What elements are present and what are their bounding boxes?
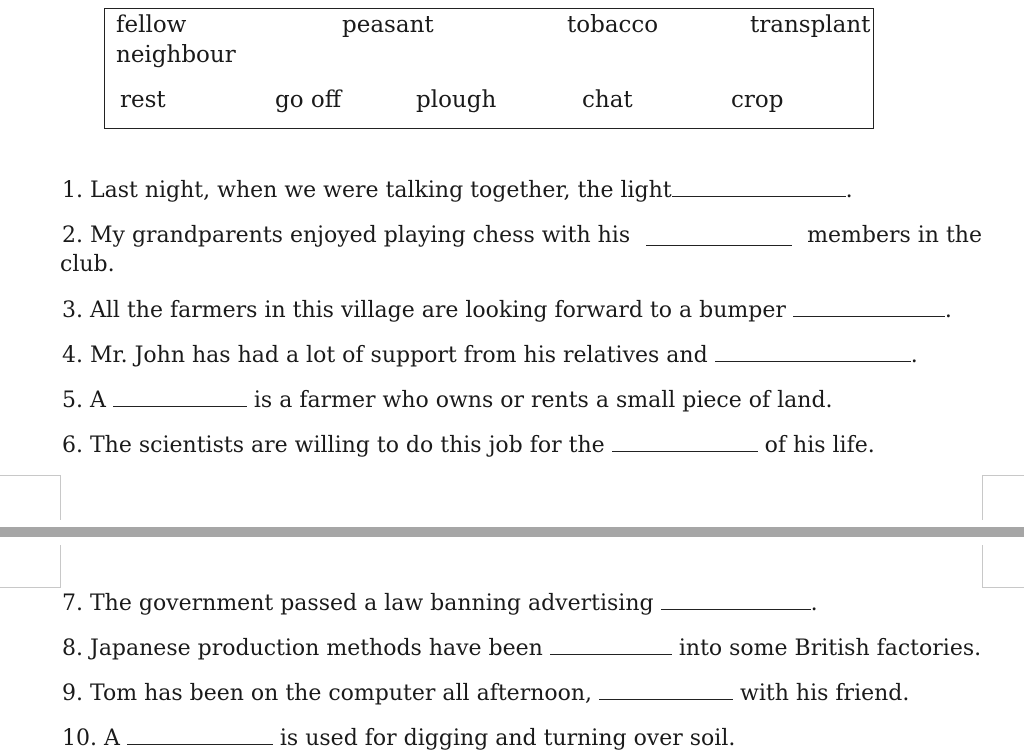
answer-blank[interactable] — [550, 636, 672, 655]
document-page-2 — [0, 537, 1024, 751]
question-9 — [62, 679, 982, 708]
word-chat: chat — [582, 87, 633, 113]
question-2 — [62, 221, 982, 250]
question-text: Mr. John has had a lot of support from his relatives and — [90, 343, 708, 368]
question-number: 3. — [62, 298, 83, 323]
question-text-end: . — [944, 298, 952, 323]
question-number: 8. — [62, 636, 83, 661]
question-text: All the farmers in this village are looking forward to a bumper — [90, 298, 786, 323]
word-tobacco: tobacco — [567, 12, 659, 38]
question-5 — [62, 386, 982, 415]
question-10 — [62, 724, 982, 753]
question-8 — [62, 634, 982, 663]
question-text: Tom has been on the computer all afternoon, — [90, 681, 593, 706]
question-number: 9. — [62, 681, 83, 706]
question-number: 7. — [62, 591, 83, 616]
answer-blank[interactable] — [793, 298, 945, 317]
question-2-continuation: club. — [60, 252, 115, 277]
question-text-end: . — [810, 591, 818, 616]
page-corner-marker — [982, 545, 1024, 588]
question-number: 4. — [62, 343, 83, 368]
word-rest: rest — [120, 87, 166, 113]
question-4 — [62, 341, 982, 370]
question-text-end: with his friend. — [740, 681, 910, 706]
question-text-end: is a farmer who owns or rents a small piece of land. — [253, 388, 833, 413]
question-text: A — [90, 388, 106, 413]
question-text-end: . — [845, 178, 853, 203]
question-text: The government passed a law banning advertising — [90, 591, 654, 616]
answer-blank[interactable] — [646, 227, 792, 246]
answer-blank[interactable] — [672, 178, 846, 197]
page-corner-marker — [982, 475, 1024, 520]
answer-blank[interactable] — [715, 343, 911, 362]
word-crop: crop — [731, 87, 784, 113]
question-6 — [62, 431, 982, 460]
word-go-off: go off — [275, 87, 342, 113]
page-corner-marker — [0, 545, 61, 588]
question-text-end: is used for digging and turning over soil. — [279, 726, 736, 751]
answer-blank[interactable] — [127, 726, 273, 745]
question-number: 1. — [62, 178, 83, 203]
answer-blank[interactable] — [612, 433, 758, 452]
page-corner-marker — [0, 475, 61, 520]
question-7 — [62, 589, 982, 618]
answer-blank[interactable] — [661, 591, 811, 610]
question-text: Japanese production methods have been — [90, 636, 543, 661]
question-text-end: into some British factories. — [678, 636, 982, 661]
question-1 — [62, 176, 982, 205]
question-text: A — [104, 726, 120, 751]
question-number: 2. — [62, 223, 83, 248]
word-plough: plough — [416, 87, 497, 113]
word-neighbour: neighbour — [116, 42, 236, 68]
answer-blank[interactable] — [113, 388, 247, 407]
question-text: Last night, when we were talking together, the light — [90, 178, 672, 203]
question-text: My grandparents enjoyed playing chess with his — [90, 223, 631, 248]
question-text-end: . — [910, 343, 918, 368]
question-text: The scientists are willing to do this job for the — [90, 433, 605, 458]
question-number: 10. — [62, 726, 97, 751]
word-peasant: peasant — [342, 12, 434, 38]
word-box — [104, 8, 874, 129]
word-fellow: fellow — [116, 12, 187, 38]
question-number: 5. — [62, 388, 83, 413]
answer-blank[interactable] — [599, 681, 733, 700]
question-text-end: of his life. — [764, 433, 875, 458]
word-transplant: transplant — [750, 12, 871, 38]
page-break — [0, 527, 1024, 537]
question-3 — [62, 296, 982, 325]
question-text-end: members in the — [807, 223, 982, 248]
question-number: 6. — [62, 433, 83, 458]
